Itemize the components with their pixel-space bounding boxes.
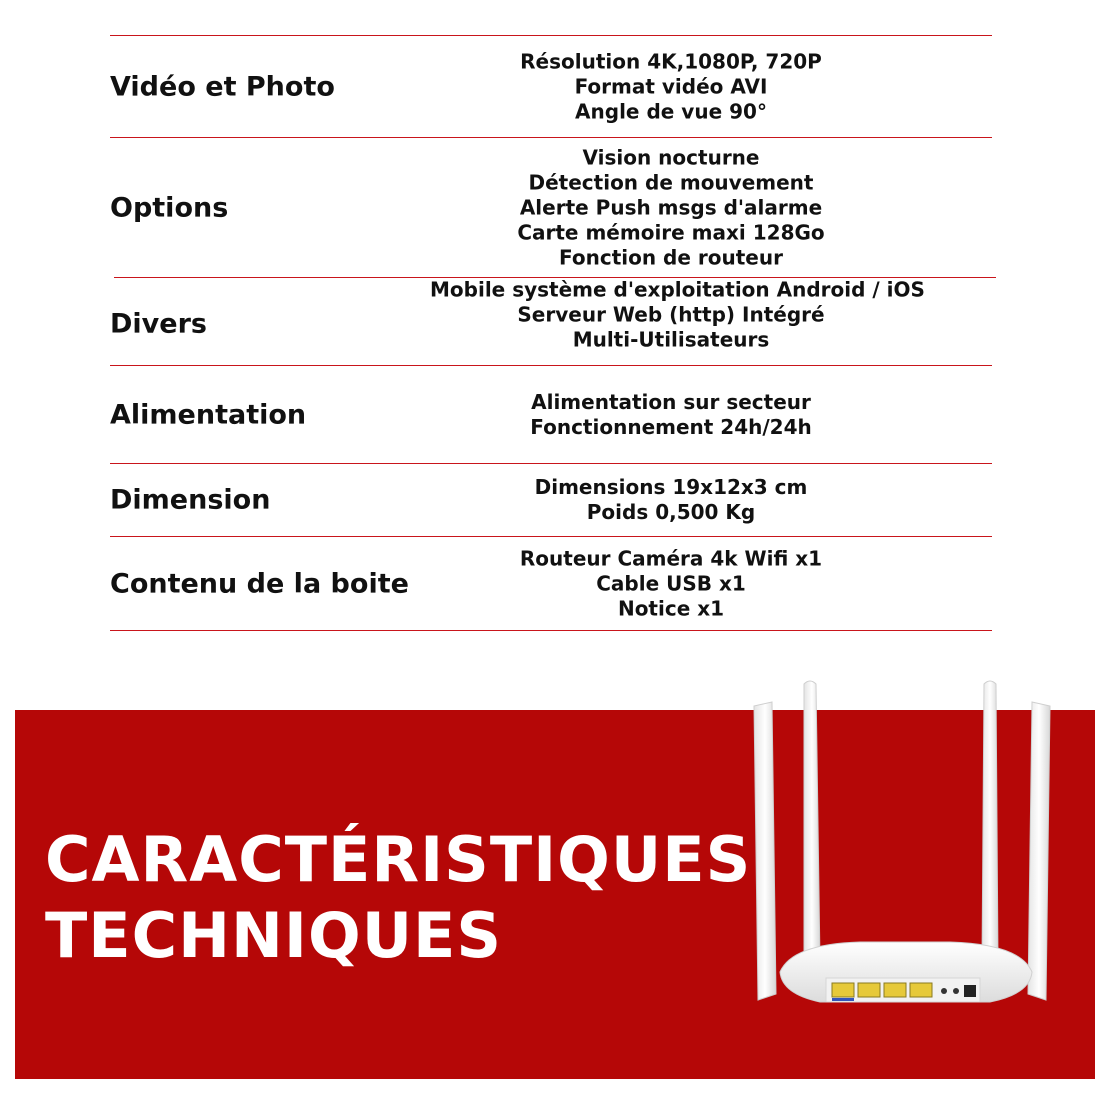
spec-label: Contenu de la boite	[110, 568, 409, 599]
spec-row-options	[110, 138, 992, 277]
spec-row-dimension	[110, 464, 992, 536]
antenna-icon	[1028, 702, 1050, 1000]
banner-title	[45, 822, 751, 974]
spec-value: Multi-Utilisateurs	[572, 327, 770, 352]
spec-values	[430, 546, 912, 621]
spec-label: Divers	[110, 308, 207, 340]
spec-values	[430, 145, 912, 270]
banner-title-line-2: TECHNIQUES	[45, 899, 503, 972]
spec-value: Carte mémoire maxi 128Go	[517, 220, 825, 244]
spec-value: Cable USB x1	[596, 571, 746, 595]
divider	[110, 630, 992, 631]
spec-values	[430, 475, 912, 525]
spec-label: Dimension	[110, 484, 271, 516]
banner-title-line-1: CARACTÉRISTIQUES	[45, 823, 752, 896]
spec-value: Alerte Push msgs d'alarme	[519, 195, 823, 219]
spec-value: Dimensions 19x12x3 cm	[534, 475, 808, 499]
spec-row-contenu	[110, 537, 992, 630]
spec-value: Notice x1	[617, 596, 725, 620]
spec-label: Vidéo et Photo	[110, 71, 335, 102]
antenna-icon	[754, 702, 776, 1000]
spec-value: Vision nocturne	[582, 145, 760, 169]
antenna-icon	[804, 681, 820, 962]
spec-values	[430, 49, 912, 124]
spec-value: Routeur Caméra 4k Wifi x1	[519, 546, 823, 570]
spec-value: Fonction de routeur	[559, 245, 783, 269]
spec-row-video	[110, 36, 992, 137]
spec-label: Alimentation	[110, 399, 307, 430]
spec-values	[430, 390, 912, 440]
spec-value: Alimentation sur secteur	[531, 389, 811, 414]
spec-value: Poids 0,500 Kg	[586, 500, 756, 524]
spec-value: Angle de vue 90°	[575, 99, 767, 123]
router-image	[740, 672, 1070, 1032]
spec-row-alimentation	[110, 366, 992, 463]
antenna-icon	[982, 681, 998, 962]
spec-value: Résolution 4K,1080P, 720P	[520, 49, 822, 73]
spec-values	[430, 277, 925, 352]
spec-value: Fonctionnement 24h/24h	[530, 414, 812, 439]
spec-value: Mobile système d'exploitation Android / iOS	[430, 277, 925, 302]
spec-value: Serveur Web (http) Intégré	[517, 302, 825, 327]
spec-value: Détection de mouvement	[528, 170, 814, 194]
spec-value: Format vidéo AVI	[574, 74, 768, 98]
spec-label: Options	[110, 192, 229, 223]
spec-row-divers	[110, 278, 992, 365]
